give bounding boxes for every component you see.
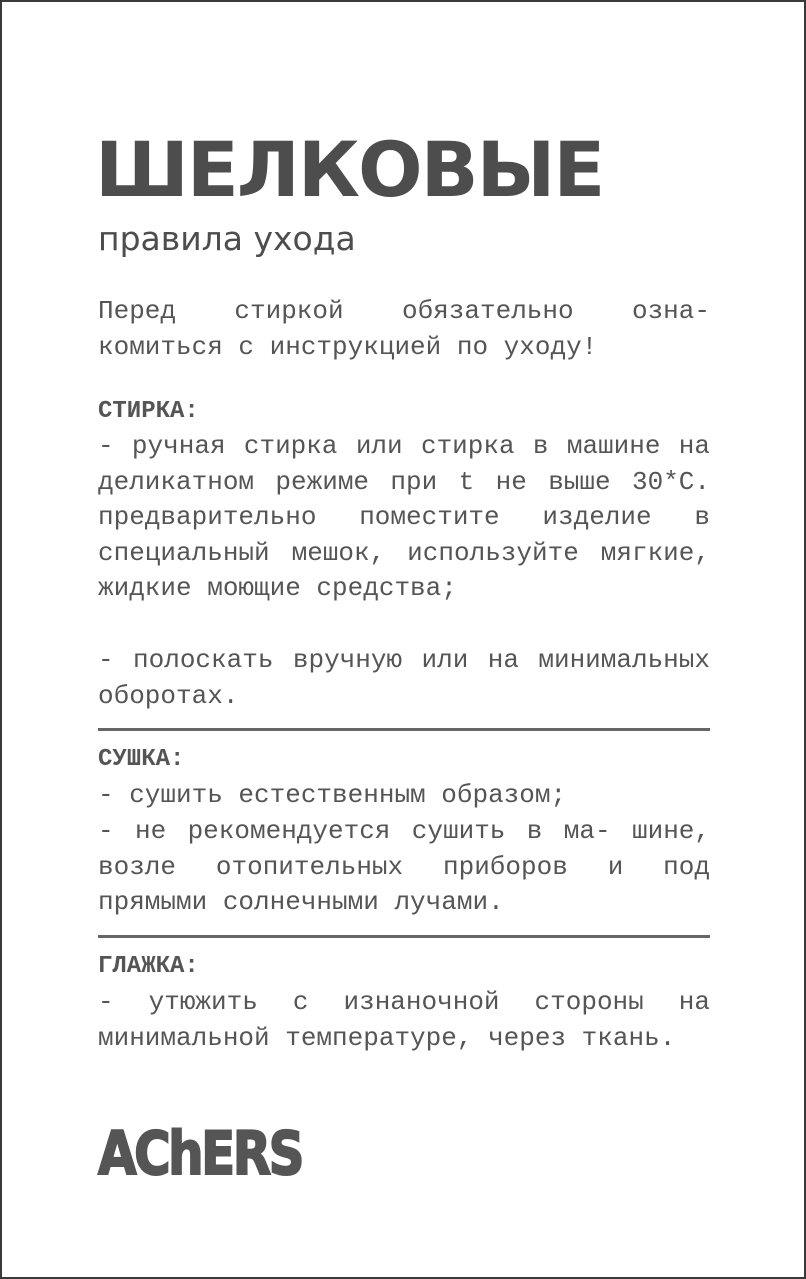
section-divider (98, 728, 710, 731)
section-heading-drying: СУШКА: (98, 746, 185, 773)
drying-item-2: - не рекомендуется сушить в ма- шине, возле отопительных приборов и под прямыми солнечными лучами. (98, 816, 710, 917)
washing-item-1: - ручная стирка или стирка в машине на деликатном режиме при t не выше 30*С. предварительно поместите изделие в специальный мешок, используйте мягкие, жидкие моющие средства; (98, 431, 710, 603)
ironing-item-1: - утюжить с изнаночной стороны на минимальной температуре, через ткань. (98, 987, 710, 1053)
intro-text: Перед стиркой обязательно озна- комиться с инструкцией по уходу! (98, 296, 710, 362)
page-subtitle: правила ухода (98, 219, 356, 258)
brand-logo-text: AChERS (98, 1119, 302, 1189)
brand-logo (96, 1114, 306, 1189)
section-divider (98, 935, 710, 938)
page-title: ШЕЛКОВЫЕ (95, 125, 604, 214)
drying-item-1: - сушить естественным образом; (98, 780, 567, 810)
section-heading-washing: СТИРКА: (98, 398, 199, 425)
section-heading-ironing: ГЛАЖКА: (98, 953, 199, 980)
washing-item-2: - полоскать вручную или на минимальных оборотах. (98, 645, 710, 711)
